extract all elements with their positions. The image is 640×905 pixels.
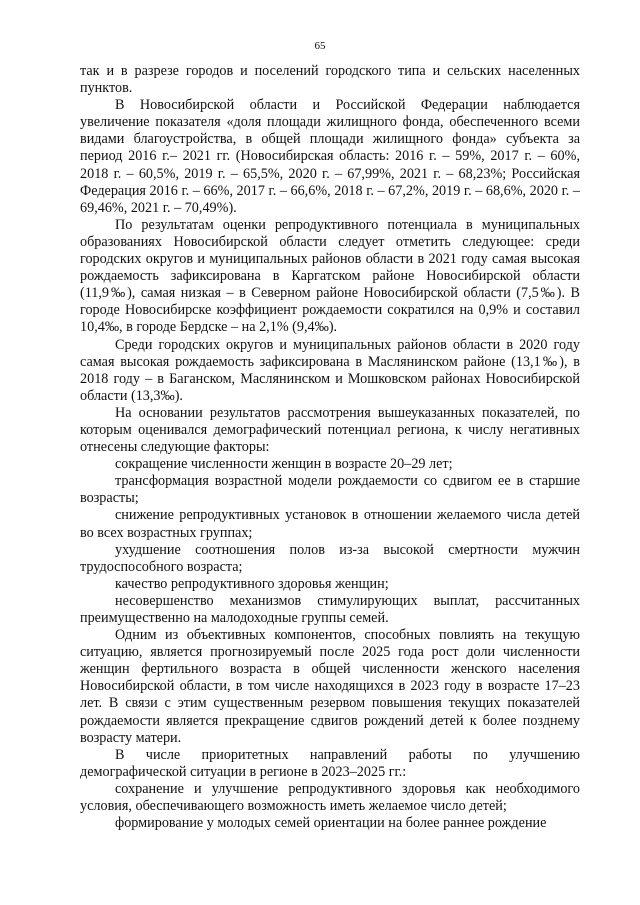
- paragraph-continuation: так и в разрезе городов и поселений городского типа и сельских населенных пунктов.: [80, 63, 580, 97]
- document-body: [80, 63, 580, 832]
- list-item-factor: снижение репродуктивных установок в отношении желаемого числа детей во всех возрастных группах;: [80, 507, 580, 541]
- paragraph-objective-components: Одним из объективных компонентов, способных повлиять на текущую ситуацию, является прогнозируемый после 2025 года рост доли численности женщин фертильного возраста в общей численности женского населения Новосибирской области, в том числе находящихся в 2023 году в возрасте 17–23 лет. В связи с этим существенным резервом повышения текущих показателей рождаемости является прекращение сдвигов рождений детей к более позднему возрасту матери.: [80, 627, 580, 746]
- list-item-factor: сокращение численности женщин в возрасте 20–29 лет;: [115, 456, 453, 473]
- paragraph-negative-factors-intro: На основании результатов рассмотрения вышеуказанных показателей, по которым оценивался демографический потенциал региона, к числу негативных отнесены следующие факторы:: [80, 404, 580, 456]
- list-item-factor: ухудшение соотношения полов из-за высокой смертности мужчин трудоспособного возраста;: [80, 541, 580, 575]
- list-item-factor: качество репродуктивного здоровья женщин;: [115, 575, 389, 592]
- paragraph-housing-indicator: В Новосибирской области и Российской Федерации наблюдается увеличение показателя «доля площади жилищного фонда, обеспеченного всеми видами благоустройства, в общей площади жилищного фонда» субъекта за период 2016 г.– 2021 гг. (Новосибирская область: 2016 г. – 59%, 2017 г. – 60%, 2018 г. – 60,5%, 2019 г. – 65,5%, 2020 г. – 67,99%, 2021 г. – 68,23%; Российская Федерация 2016 г. – 66%, 2017 г. – 66,6%, 2018 г. – 67,2%, 2019 г. – 68,6%, 2020 г. – 69,46%, 2021 г. – 70,49%).: [80, 97, 580, 216]
- list-item-direction: формирование у молодых семей ориентации на более раннее рождение: [115, 815, 547, 832]
- list-item-factor: несовершенство механизмов стимулирующих выплат, рассчитанных преимущественно на малодоходные группы семей.: [80, 592, 580, 626]
- paragraph-priority-directions: В числе приоритетных направлений работы по улучшению демографической ситуации в регионе в 2023–2025 гг.:: [80, 746, 580, 780]
- paragraph-birth-rate-2020: Среди городских округов и муниципальных районов области в 2020 году самая высокая рождаемость зафиксирована в Маслянинском районе (13,1‰), в 2018 году – в Баганском, Маслянинском и Мошковском районах Новосибирской области (13,3‰).: [80, 336, 580, 404]
- page-number: 65: [314, 40, 326, 52]
- paragraph-reproductive-potential: По результатам оценки репродуктивного потенциала в муниципальных образованиях Новосибирской области следует отметить следующее: среди городских округов и муниципальных районов области в 2021 году самая высокая рождаемость зафиксирована в Каргатском районе Новосибирской области (11,9‰), самая низкая – в Северном районе Новосибирской области (7,5‰). В городе Новосибирске коэффициент рождаемости сократился на 0,9% и составил 10,4‰, в городе Бердске – на 2,1% (9,4‰).: [80, 216, 580, 336]
- list-item-factor: трансформация возрастной модели рождаемости со сдвигом ее в старшие возрасты;: [80, 473, 580, 507]
- list-item-direction: сохранение и улучшение репродуктивного здоровья как необходимого условия, обеспечивающего возможность иметь желаемое число детей;: [80, 780, 580, 815]
